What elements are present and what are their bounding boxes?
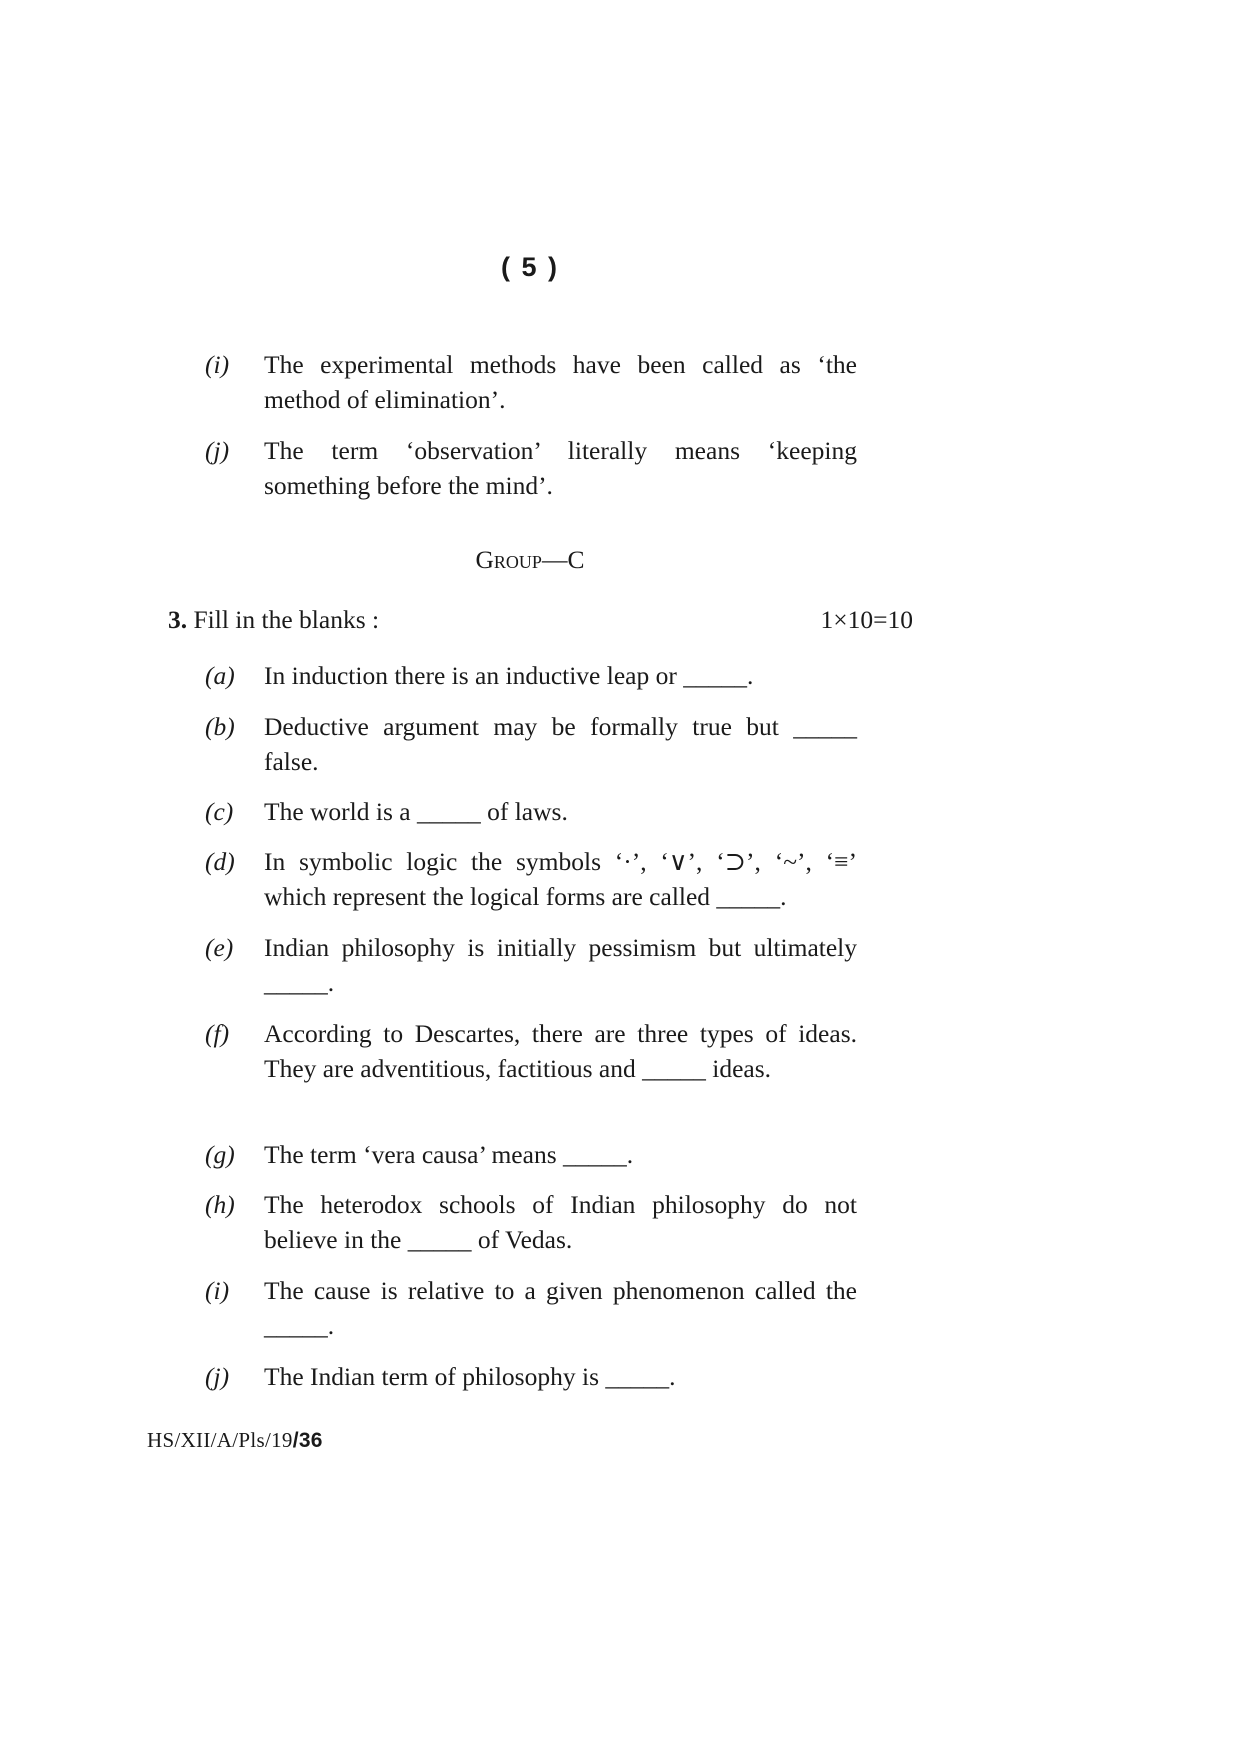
- question-item-f: [205, 1016, 857, 1086]
- item-text: The Indian term of philosophy is _____.: [264, 1362, 676, 1391]
- question-item-c: [205, 794, 857, 829]
- item-text: Indian philosophy is initially pessimism but ultimately _____.: [264, 933, 857, 997]
- item-label: (d): [205, 847, 235, 876]
- item-text: The heterodox schools of Indian philosophy do not believe in the _____ of Vedas.: [264, 1190, 857, 1254]
- item-label: (e): [205, 933, 234, 962]
- item-label: (j): [205, 1362, 230, 1391]
- question-item-d: [205, 844, 857, 914]
- item-label: (g): [205, 1140, 235, 1169]
- item-text: The term ‘vera causa’ means _____.: [264, 1140, 634, 1169]
- question-item-a: [205, 658, 857, 693]
- footer-page-count: /36: [292, 1429, 323, 1452]
- item-label: (i): [205, 350, 230, 379]
- item-text: According to Descartes, there are three types of ideas. They are adventitious, factitious and _____ ideas.: [264, 1019, 857, 1083]
- item-label: (i): [205, 1276, 230, 1305]
- group-heading: Group—C: [475, 545, 585, 574]
- page-number: ( 5 ): [500, 252, 559, 282]
- item-text: Deductive argument may be formally true but _____ false.: [264, 712, 857, 776]
- item-text: The world is a _____ of laws.: [264, 797, 568, 826]
- footer-paper-code: HS/XII/A/Pls/19: [147, 1428, 293, 1452]
- item-text: The cause is relative to a given phenomenon called the _____.: [264, 1276, 857, 1340]
- previous-item-i: [205, 347, 857, 417]
- question-number: 3.: [168, 605, 188, 634]
- question-item-b: [205, 709, 857, 779]
- item-text: The experimental methods have been called as ‘the method of elimination’.: [264, 350, 857, 414]
- footer-code: [147, 1428, 323, 1453]
- item-label: (h): [205, 1190, 235, 1219]
- question-item-j: [205, 1359, 857, 1394]
- item-label: (b): [205, 712, 235, 741]
- question-3: [168, 602, 913, 637]
- question-title: Fill in the blanks :: [193, 605, 380, 634]
- previous-item-j: [205, 433, 857, 503]
- item-text: The term ‘observation’ literally means ‘keeping something before the mind’.: [264, 436, 857, 500]
- question-marks: 1×10=10: [820, 605, 913, 634]
- item-label: (a): [205, 661, 235, 690]
- item-label: (c): [205, 797, 234, 826]
- question-item-h: [205, 1187, 857, 1257]
- item-label: (j): [205, 436, 230, 465]
- item-text: In induction there is an inductive leap or _____.: [264, 661, 754, 690]
- question-item-i: [205, 1273, 857, 1343]
- item-label: (f): [205, 1019, 230, 1048]
- item-text: In symbolic logic the symbols ‘·’, ‘∨’, ‘⊃’, ‘~’, ‘≡’ which represent the logical forms are called _____.: [264, 847, 857, 911]
- question-item-e: [205, 930, 857, 1000]
- question-item-g: [205, 1137, 857, 1172]
